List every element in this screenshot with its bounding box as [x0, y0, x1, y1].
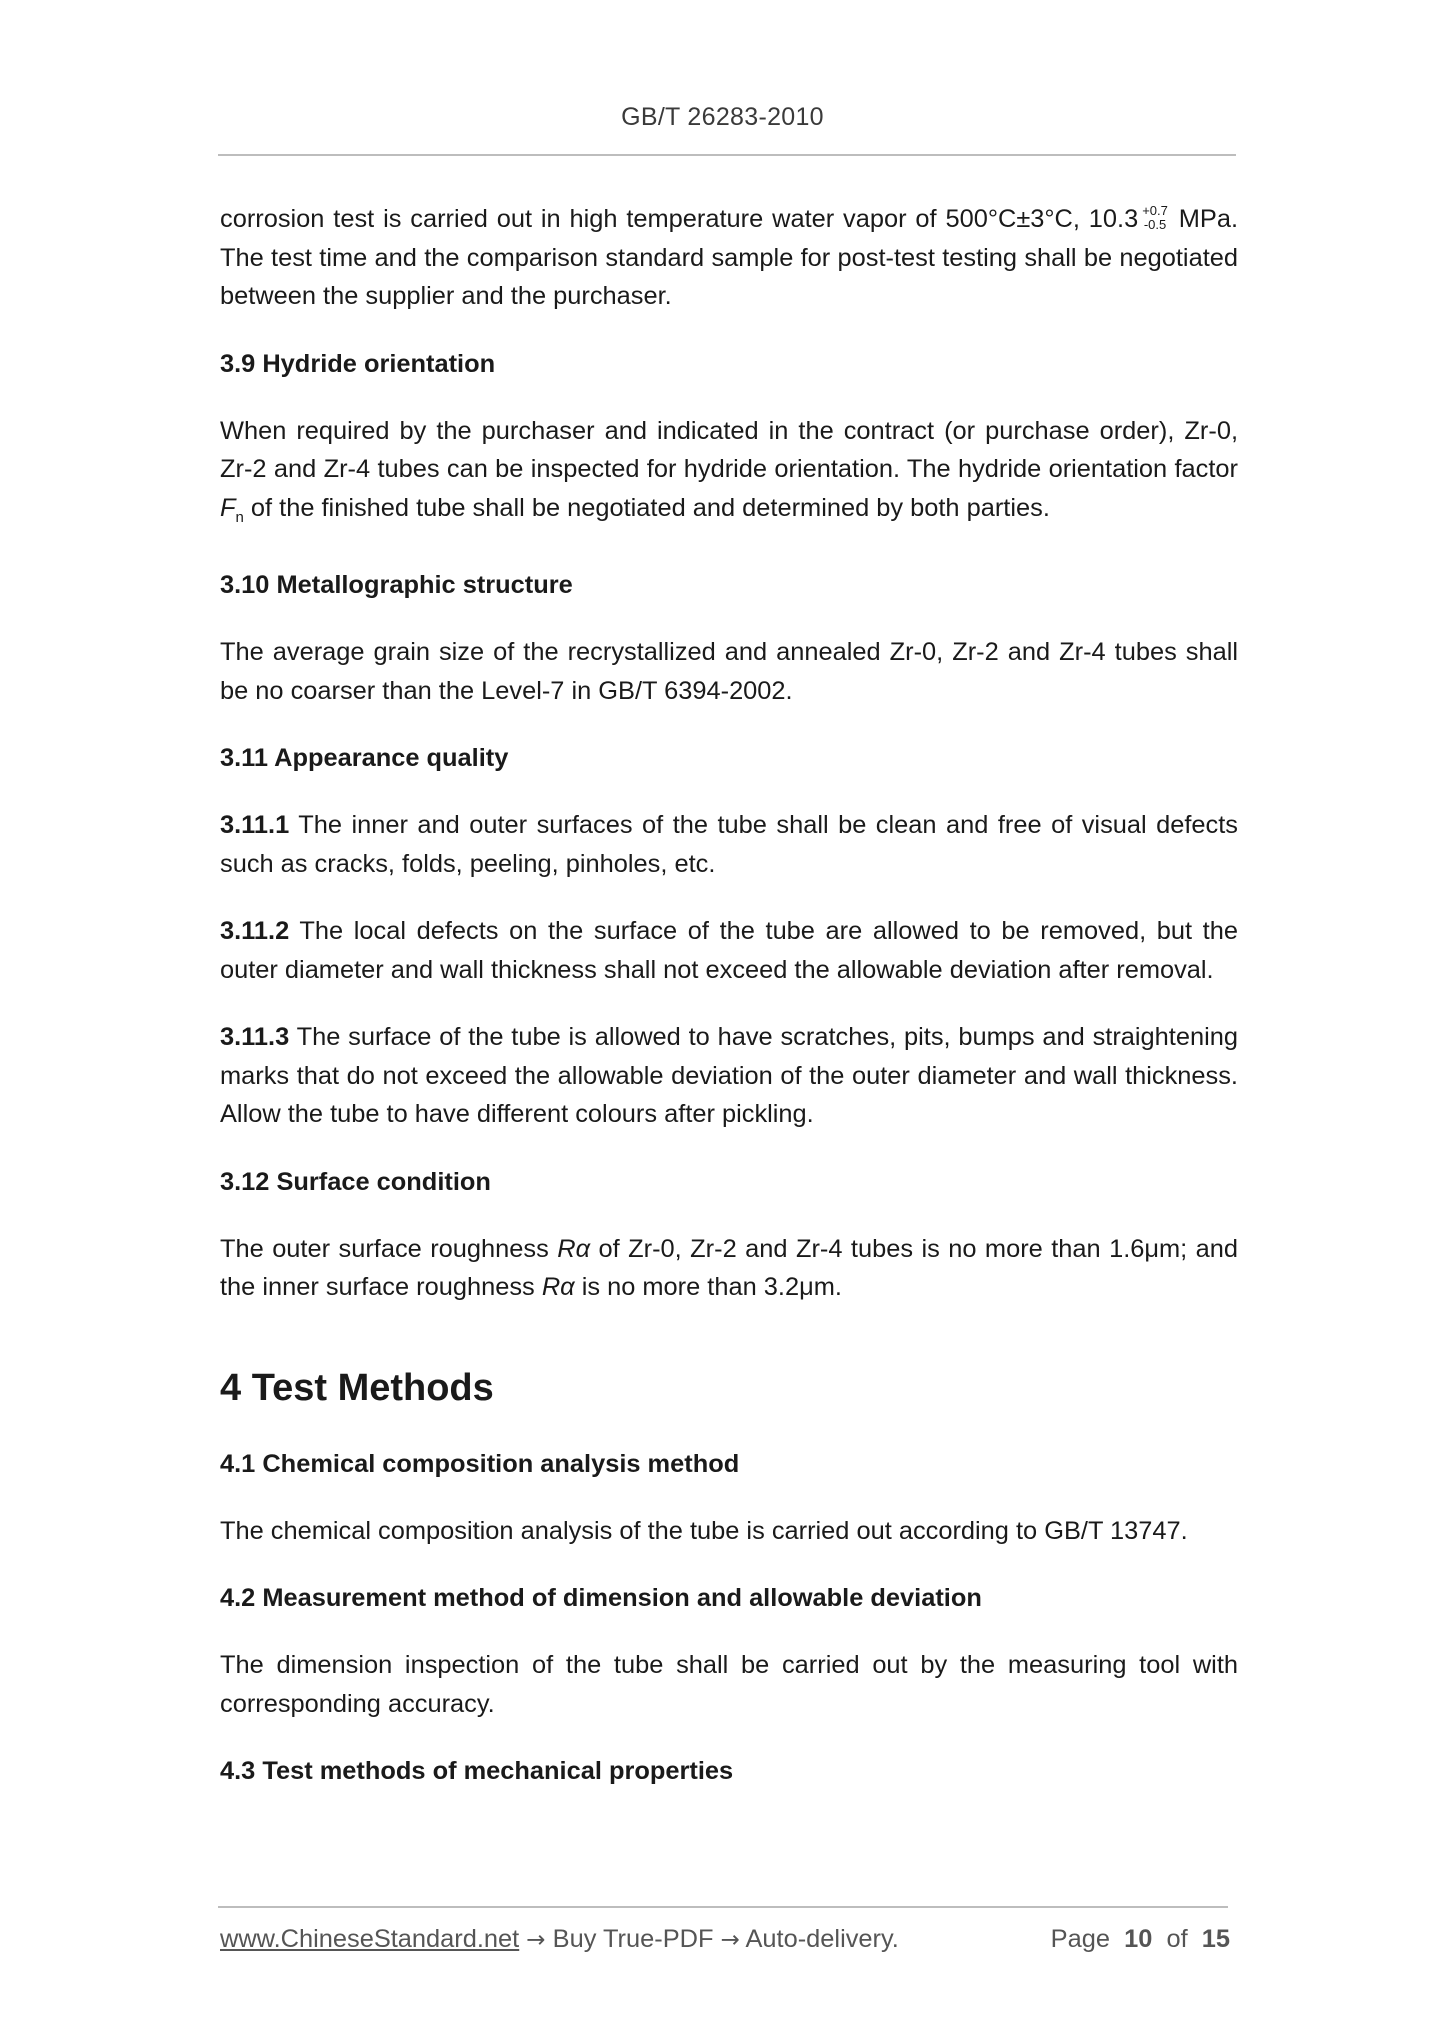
arrow-right-icon: → — [720, 1927, 740, 1953]
paragraph-3-11-3 — [220, 1018, 1238, 1134]
header-divider — [218, 154, 1236, 156]
buy-pdf-text: Buy True-PDF — [552, 1925, 714, 1953]
footer-divider — [218, 1906, 1228, 1908]
clause-text-3-11-2: The local defects on the surface of the tube are allowed to be removed, but the outer diameter and wall thickness shall not exceed the allowable deviation after removal. — [220, 917, 1238, 984]
section-heading-3-12: 3.12 Surface condition — [220, 1167, 491, 1196]
paragraph-3-11-2 — [220, 912, 1238, 989]
clause-text-3-11-1: The inner and outer surfaces of the tube shall be clean and free of visual defects such as cracks, folds, peeling, pinholes, etc. — [220, 811, 1238, 878]
arrow-right-icon: → — [526, 1927, 546, 1953]
roughness-var-outer: Rα — [557, 1234, 591, 1263]
section-heading-3-9: 3.9 Hydride orientation — [220, 349, 496, 378]
hydride-factor-var: F — [220, 493, 236, 522]
roughness-text-c: is no more than 3.2μm. — [581, 1273, 842, 1302]
roughness-var-inner: Rα — [541, 1273, 575, 1302]
chapter-heading-4: 4 Test Methods — [220, 1366, 494, 1409]
hydride-text-b: of the finished tube shall be negotiated and determined by both parties. — [250, 493, 1050, 522]
corrosion-text-b: MPa. The test time and the comparison standard sample for post-test testing shall be negotiated between the supplier and the purchaser. — [220, 205, 1238, 310]
page-indicator — [1051, 1925, 1230, 1954]
website-link[interactable]: www.ChineseStandard.net — [220, 1925, 520, 1953]
paragraph-3-12 — [220, 1230, 1238, 1307]
page-number: 10 — [1124, 1925, 1153, 1953]
auto-delivery-text: Auto-delivery. — [745, 1925, 899, 1953]
tolerance-minus: -0.5 — [1143, 217, 1167, 233]
page-label: Page — [1050, 1925, 1110, 1953]
section-heading-4-3: 4.3 Test methods of mechanical properties — [220, 1757, 734, 1786]
roughness-text-b: of Zr-0, Zr-2 and Zr-4 tubes is no more than 1.6μm; and the inner surface roughness — [220, 1234, 1239, 1302]
pressure-tolerance — [1142, 204, 1168, 232]
paragraph-4-2: The dimension inspection of the tube shall be carried out by the measuring tool with corresponding accuracy. — [220, 1651, 1238, 1718]
clause-text-3-11-3: The surface of the tube is allowed to have scratches, pits, bumps and straightening marks that do not exceed the allowable deviation of the outer diameter and wall thickness. Allow the tube to have different colours after pickling. — [220, 1023, 1238, 1129]
section-heading-4-1: 4.1 Chemical composition analysis method — [220, 1449, 740, 1478]
roughness-text-a: The outer surface roughness — [220, 1234, 549, 1263]
section-heading-3-10: 3.10 Metallographic structure — [220, 571, 573, 600]
hydride-text-a: When required by the purchaser and indicated in the contract (or purchase order), Zr-0, Zr-2 and Zr-4 tubes can be inspected for hydride orientation. The hydride orientation factor — [220, 416, 1238, 483]
hydride-factor-sub: n — [235, 508, 244, 526]
section-heading-3-11: 3.11 Appearance quality — [220, 744, 509, 773]
paragraph-3-9 — [220, 412, 1238, 538]
clause-number-3-11-3: 3.11.3 — [220, 1023, 290, 1052]
page-of-label: of — [1166, 1925, 1188, 1953]
page-total: 15 — [1201, 1925, 1230, 1953]
paragraph-3-11-1 — [220, 806, 1238, 883]
tolerance-plus: +0.7 — [1142, 203, 1168, 219]
page-content — [220, 200, 1238, 1819]
paragraph-corrosion — [220, 200, 1238, 316]
document-header-id: GB/T 26283-2010 — [621, 103, 824, 131]
paragraph-3-10: The average grain size of the recrystallized and annealed Zr-0, Zr-2 and Zr-4 tubes shall be no coarser than the Level-7 in GB/T 6394-2002. — [220, 638, 1238, 705]
clause-number-3-11-2: 3.11.2 — [220, 917, 290, 946]
section-heading-4-2: 4.2 Measurement method of dimension and allowable deviation — [220, 1584, 982, 1613]
paragraph-4-1: The chemical composition analysis of the tube is carried out according to GB/T 13747. — [220, 1516, 1188, 1545]
clause-number-3-11-1: 3.11.1 — [220, 811, 290, 840]
page-footer — [220, 1925, 1230, 1954]
corrosion-text-a: corrosion test is carried out in high temperature water vapor of 500°C±3°C, 10.3 — [220, 205, 1139, 233]
